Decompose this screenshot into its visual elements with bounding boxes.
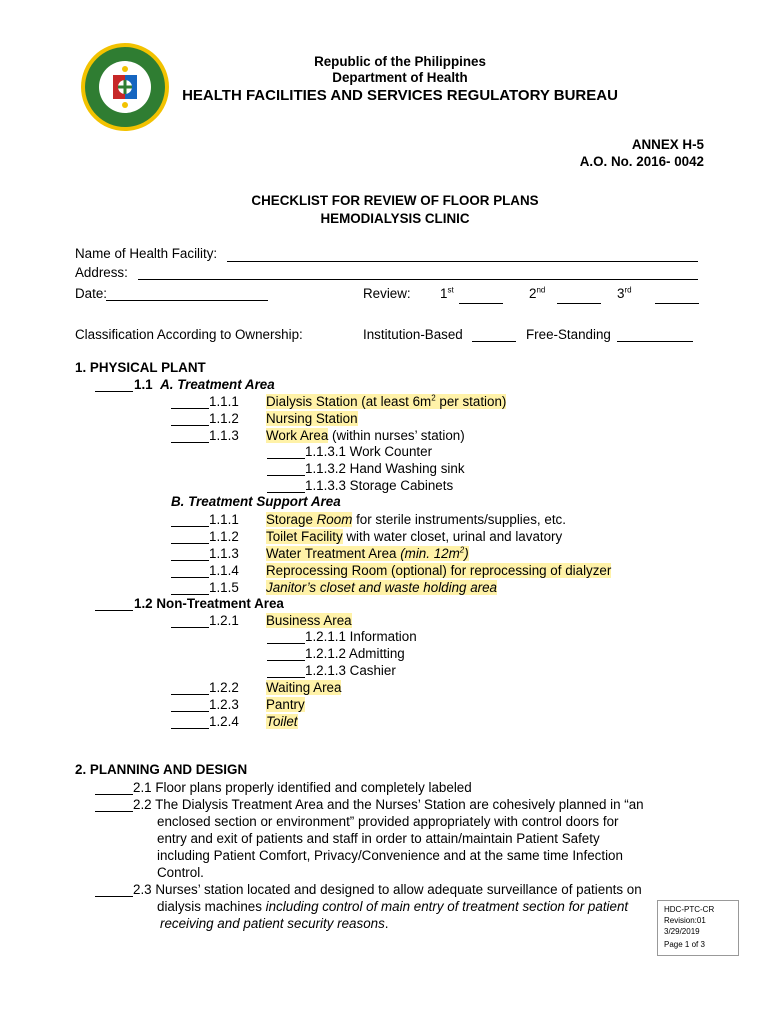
item-number: 1.1.1 — [209, 394, 239, 409]
sub-item-admitting: 1.2.1.2 Admitting — [305, 646, 405, 661]
revision: Revision:01 — [664, 916, 706, 925]
sub-item-cashier: 1.2.1.3 Cashier — [305, 663, 396, 678]
item-number: 1.2.4 — [209, 714, 239, 729]
item-number: 1.1.5 — [209, 580, 239, 595]
item-2-2-line-2: enclosed section or environment” provided appropriately with control doors for — [157, 814, 619, 829]
item-2-2-line-1: 2.2 The Dialysis Treatment Area and the Nurses’ Station are cohesively planned in “an — [133, 797, 644, 812]
section-2-heading: 2. PLANNING AND DESIGN — [75, 762, 248, 777]
item-number: 1.1.1 — [209, 512, 239, 527]
page-number: Page 1 of 3 — [664, 940, 705, 949]
checkbox-line[interactable] — [171, 594, 209, 595]
checkbox-line-2-1[interactable] — [95, 794, 133, 795]
checklist-item-toilet: Toilet — [266, 714, 298, 729]
review-2-label: 2nd — [529, 285, 546, 301]
free-standing-label: Free-Standing — [526, 327, 611, 342]
checkbox-line-1-1[interactable] — [95, 391, 133, 392]
document-control-box — [657, 900, 739, 956]
header-department: Department of Health — [332, 70, 468, 85]
checklist-item-business-area: Business Area — [266, 613, 352, 628]
checklist-item-nursing-station: Nursing Station — [266, 411, 358, 426]
facility-name-label: Name of Health Facility: — [75, 246, 218, 261]
date-label: Date: — [75, 286, 108, 301]
section-1-heading: 1. PHYSICAL PLANT — [75, 360, 206, 375]
checklist-subtitle: HEMODIALYSIS CLINIC — [320, 211, 470, 226]
review-3-field[interactable] — [655, 303, 699, 304]
ao-number: A.O. No. 2016- 0042 — [579, 154, 704, 169]
header-bureau: HEALTH FACILITIES AND SERVICES REGULATORY BUREAU — [182, 87, 618, 104]
review-1-field[interactable] — [459, 303, 503, 304]
checklist-item-dialysis-station: Dialysis Station (at least $6m^2$ per station) — [266, 393, 507, 409]
review-3-label: 3rd — [617, 285, 632, 301]
checkbox-line[interactable] — [267, 660, 305, 661]
checkbox-line[interactable] — [171, 408, 209, 409]
date-field[interactable] — [106, 300, 268, 301]
checkbox-line[interactable] — [171, 560, 209, 561]
document-code: HDC-PTC-CR — [664, 905, 715, 914]
checkbox-line-2-3[interactable] — [95, 896, 133, 897]
sub-item-work-counter: 1.1.3.1 Work Counter — [305, 444, 433, 459]
institution-based-field[interactable] — [472, 341, 516, 342]
checklist-item-toilet-facility: Toilet Facility with water closet, urinal and lavatory — [266, 529, 563, 544]
treatment-support-heading: B. Treatment Support Area — [171, 494, 341, 509]
institution-based-label: Institution-Based — [363, 327, 463, 342]
checklist-item-waiting-area: Waiting Area — [266, 680, 342, 695]
sub-item-hand-washing-sink: 1.1.3.2 Hand Washing sink — [305, 461, 465, 476]
checkbox-line-1-2[interactable] — [95, 610, 133, 611]
item-2-2-line-5: Control. — [157, 865, 204, 880]
address-field[interactable] — [138, 279, 698, 280]
checklist-item-janitors-closet: Janitor’s closet and waste holding area — [266, 580, 498, 595]
review-label: Review: — [363, 286, 411, 301]
checkbox-line[interactable] — [171, 577, 209, 578]
checkbox-line[interactable] — [171, 694, 209, 695]
item-number: 1.1.4 — [209, 563, 239, 578]
checkbox-line[interactable] — [267, 475, 305, 476]
free-standing-field[interactable] — [617, 341, 693, 342]
review-2-field[interactable] — [557, 303, 601, 304]
checklist-item-work-area: Work Area (within nurses’ station) — [266, 428, 465, 443]
annex-label: ANNEX H-5 — [631, 137, 704, 152]
header-republic: Republic of the Philippines — [314, 54, 486, 69]
item-2-1: 2.1 Floor plans properly identified and completely labeled — [133, 780, 472, 795]
item-2-2-line-4: including Patient Comfort, Privacy/Convenience and at the same time Infection — [157, 848, 623, 863]
checkbox-line[interactable] — [267, 643, 305, 644]
item-2-3-line-3: receiving and patient security reasons. — [160, 916, 389, 931]
checklist-item-water-treatment: Water Treatment Area (min. $12m^2$) — [266, 545, 469, 561]
sub-item-information: 1.2.1.1 Information — [305, 629, 417, 644]
checkbox-line[interactable] — [171, 425, 209, 426]
facility-name-field[interactable] — [227, 261, 698, 262]
checkbox-line[interactable] — [267, 458, 305, 459]
item-number: 1.1.2 — [209, 411, 239, 426]
item-number: 1.2.1 — [209, 613, 239, 628]
checkbox-line[interactable] — [267, 677, 305, 678]
checkbox-line[interactable] — [171, 526, 209, 527]
revision-date: 3/29/2019 — [664, 927, 700, 936]
review-1-label: 1st — [440, 285, 454, 301]
item-2-2-line-3: entry and exit of patients and staff in order to attain/maintain Patient Safety — [157, 831, 600, 846]
checkbox-line[interactable] — [171, 543, 209, 544]
checklist-title: CHECKLIST FOR REVIEW OF FLOOR PLANS — [251, 193, 539, 208]
address-label: Address: — [75, 265, 128, 280]
item-number: 1.1.3 — [209, 428, 239, 443]
sub-item-storage-cabinets: 1.1.3.3 Storage Cabinets — [305, 478, 454, 493]
section-1-1-heading: 1.1 A. Treatment Area — [134, 377, 275, 392]
item-2-3-line-2: dialysis machines including control of main entry of treatment section for patient — [157, 899, 629, 914]
checkbox-line[interactable] — [171, 442, 209, 443]
classification-label: Classification According to Ownership: — [75, 327, 303, 342]
checkbox-line[interactable] — [171, 728, 209, 729]
checkbox-line[interactable] — [171, 627, 209, 628]
checklist-item-pantry: Pantry — [266, 697, 305, 712]
item-number: 1.1.2 — [209, 529, 239, 544]
item-2-3-line-1: 2.3 Nurses’ station located and designed to allow adequate surveillance of patients on — [133, 882, 642, 897]
checkbox-line[interactable] — [267, 492, 305, 493]
section-1-2-heading: 1.2 Non-Treatment Area — [134, 596, 284, 611]
item-number: 1.1.3 — [209, 546, 239, 561]
item-number: 1.2.2 — [209, 680, 239, 695]
checkbox-line-2-2[interactable] — [95, 811, 133, 812]
checklist-item-reprocessing-room: Reprocessing Room (optional) for reprocessing of dialyzer — [266, 563, 612, 578]
checklist-item-storage-room: Storage Room for sterile instruments/supplies, etc. — [266, 512, 566, 527]
checkbox-line[interactable] — [171, 711, 209, 712]
item-number: 1.2.3 — [209, 697, 239, 712]
